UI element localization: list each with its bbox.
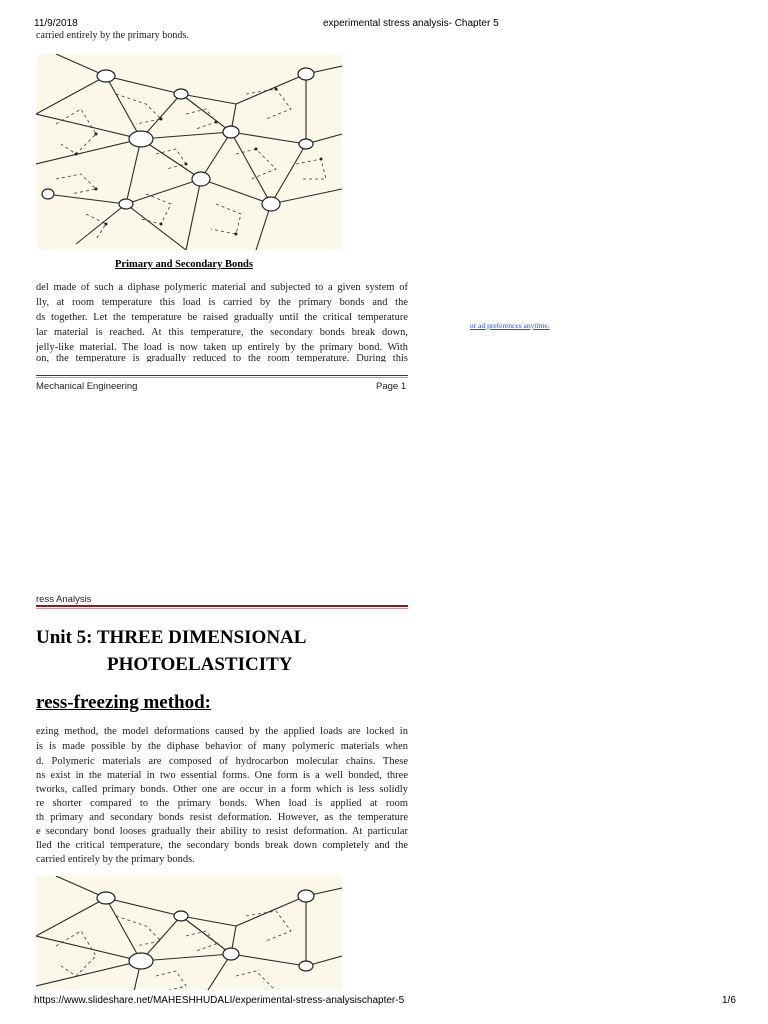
- bonds-network-illustration: [36, 876, 342, 990]
- ad-preferences-link[interactable]: ur ad preferences anytime.: [470, 321, 550, 330]
- p2-line: ezing method, the model deformations caused by the applied loads are locked in: [36, 726, 408, 737]
- p2-line: ns exist in the material in two essential forms. One form is a well bonded, three: [36, 770, 408, 781]
- bonds-network-illustration: [36, 54, 342, 250]
- page-header-rule: [36, 605, 408, 609]
- p2-line: th primary and secondary bonds resist deformation. However, as the temperature: [36, 812, 408, 823]
- page-footer-right: Page 1: [376, 381, 407, 392]
- p1-line: lar material is reached. At this temperature, the secondary bonds break down,: [36, 327, 408, 338]
- unit-title-line-1: Unit 5: THREE DIMENSIONAL: [36, 627, 307, 648]
- p2-line: re shorter compared to the primary bonds. When load is applied at room: [36, 798, 408, 809]
- section-heading: ress-freezing method:: [36, 692, 211, 713]
- page-footer-left: Mechanical Engineering: [36, 381, 138, 392]
- p2-line: tworks, called primary bonds. Other one are occur in a form which is less solidly: [36, 784, 408, 795]
- page-footer-rule: [36, 375, 408, 378]
- unit-title-line-2: PHOTOELASTICITY: [107, 654, 293, 675]
- p1-line: ds together. Let the temperature be raised gradually until the critical temperature: [36, 312, 408, 323]
- p1-line: on, the temperature is gradually reduced to the room temperature. During this: [36, 353, 408, 362]
- print-date: 11/9/2018: [34, 18, 78, 29]
- print-url: https://www.slideshare.net/MAHESHHUDALI/experimental-stress-analysischapter-5: [34, 995, 405, 1006]
- p2-line: e secondary bond looses gradually their ability to resist deformation. At particular: [36, 826, 408, 837]
- p1-line: jelly-like material. The load is now taken up entirely by the primary bond. With: [36, 342, 408, 353]
- p2-line: d. Polymeric materials are composed of hydrocarbon molecular chains. These: [36, 756, 408, 767]
- p2-line: is is made possible by the diphase behavior of many polymeric materials when: [36, 741, 408, 752]
- bonds-diagram-2: [36, 876, 342, 990]
- bonds-diagram-1: [36, 54, 342, 250]
- diagram-caption: Primary and Secondary Bonds: [115, 259, 253, 270]
- print-page-count: 1/6: [722, 995, 736, 1006]
- p2-line: carried entirely by the primary bonds.: [36, 854, 195, 865]
- top-line: carried entirely by the primary bonds.: [36, 30, 189, 41]
- page-title: experimental stress analysis- Chapter 5: [323, 18, 499, 29]
- page-header-left: ress Analysis: [36, 594, 92, 605]
- p2-line: lled the critical temperature, the secondary bonds break down completely and the: [36, 840, 408, 851]
- p1-line: lly, at room temperature this load is carried by the primary bonds and the: [36, 297, 408, 308]
- p1-line: del made of such a diphase polymeric material and subjected to a given system of: [36, 282, 408, 293]
